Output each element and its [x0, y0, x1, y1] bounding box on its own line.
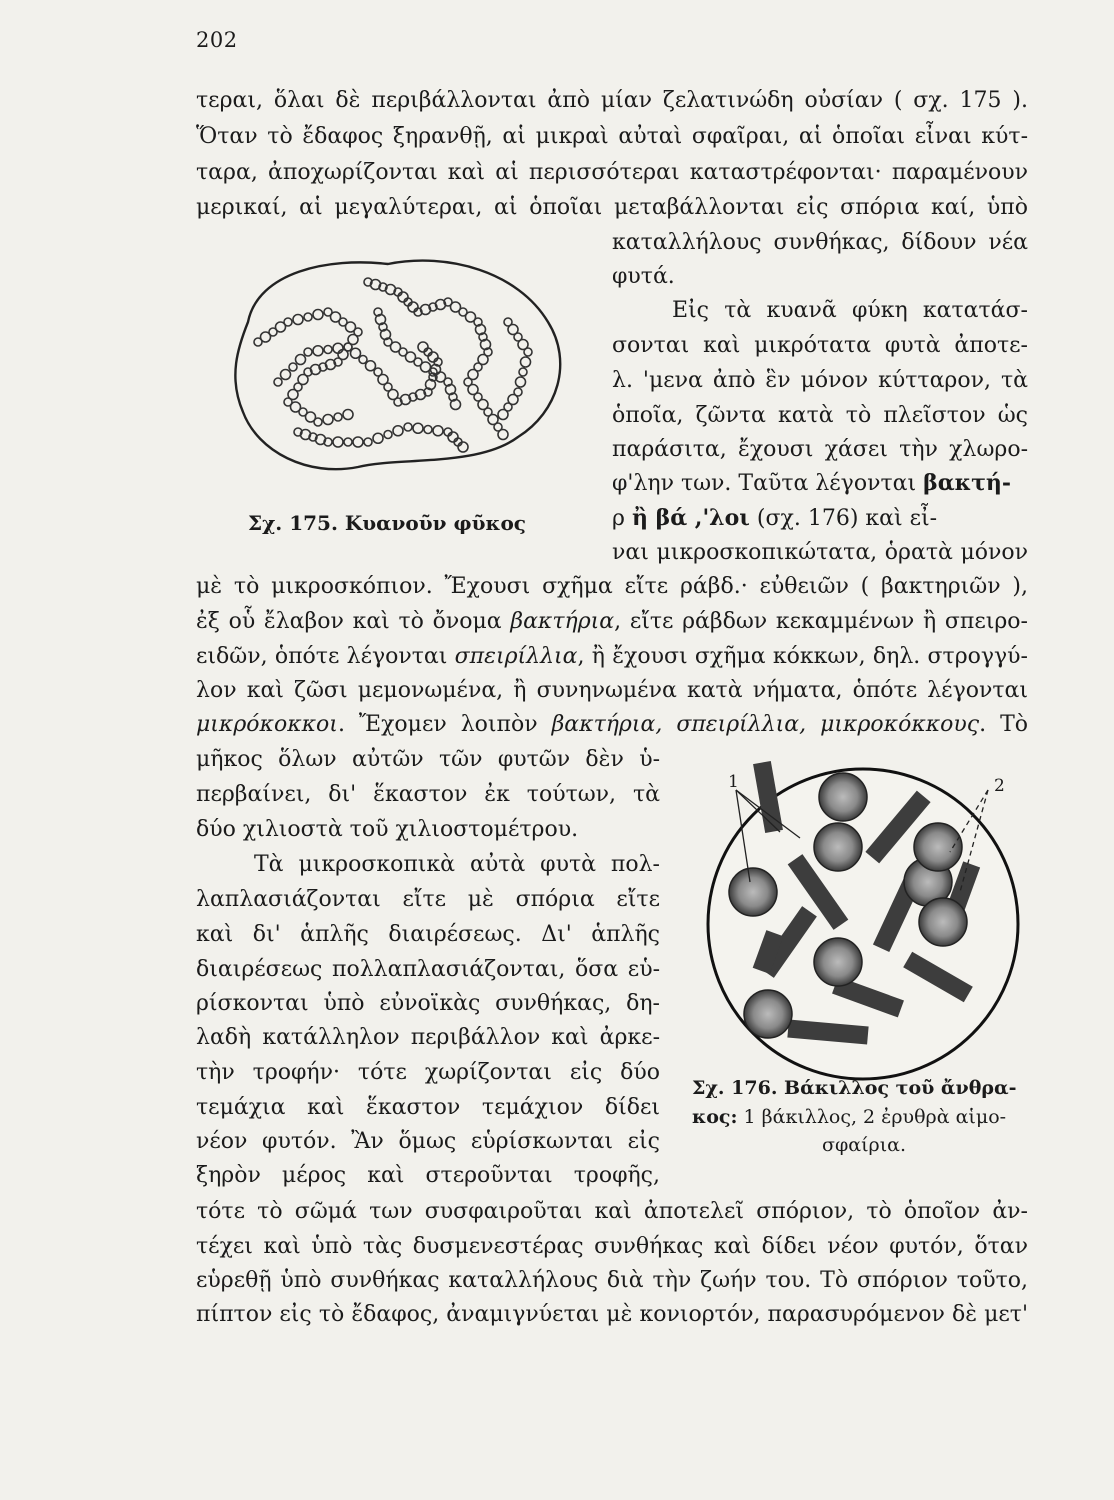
body-line: διαιρέσεως πολλαπλασιάζονται, ὅσα εὑ-	[196, 957, 660, 982]
bead-cell	[304, 348, 312, 356]
bead-cell	[398, 292, 408, 302]
bead-cell	[524, 348, 532, 356]
italic-term: σπειρίλλια	[454, 644, 578, 669]
body-line: τεραι, ὅλαι δὲ περιβάλλονται ἀπὸ μίαν ζελατινώδη οὐσίαν ( σχ. 175 ).	[196, 88, 1028, 113]
body-line: ταρα, ἀποχωρίζονται καὶ αἱ περισσότεραι καταστρέφονται· παραμένουν	[196, 160, 1028, 185]
text-span: ρ	[612, 506, 632, 531]
bead-cell	[313, 346, 323, 356]
body-line: Τὰ μικροσκοπικὰ αὐτὰ φυτὰ πολ-	[254, 852, 660, 877]
figure-175-caption	[248, 510, 526, 536]
red-blood-cell	[919, 898, 967, 946]
bead-cell	[413, 423, 423, 433]
bead-cell	[516, 377, 526, 387]
body-line	[612, 468, 1028, 499]
bead-cell	[433, 426, 443, 436]
text-span: . Ἔχομεν λοιπὸν	[337, 712, 552, 737]
body-line	[196, 710, 1028, 740]
bead-cell	[498, 430, 508, 440]
bead-cell	[458, 442, 468, 452]
body-line: πίπτον εἰς τὸ ἔδαφος, ἀναμιγνύεται μὲ κονιορτόν, παρασυρόμενον δὲ μετ'	[196, 1302, 1028, 1327]
caption-text: 1 βάκιλλος, 2 ἐρυθρὰ αἱμο-	[737, 1106, 1007, 1128]
italic-term: βακτήρια, σπειρίλλια, μικροκόκκους	[551, 712, 980, 737]
body-line: εὑρεθῇ ὑπὸ συνθήκας καταλλήλους διὰ τὴν ζωήν του. Τὸ σπόριον τοῦτο,	[196, 1268, 1028, 1293]
bead-cell	[289, 363, 297, 371]
bead-cell	[344, 438, 352, 446]
body-line	[196, 642, 1028, 672]
body-line: λ. 'μενα ἀπὸ ἓν μόνον κύτταρον, τὰ	[612, 368, 1028, 393]
body-line: καταλλήλους συνθήκας, δίδουν νέα	[612, 230, 1028, 255]
bead-cell	[373, 433, 383, 443]
bead-cell	[296, 355, 306, 365]
bead-cell	[314, 418, 322, 426]
text-span: ειδῶν, ὁπότε λέγονται	[196, 644, 455, 669]
body-line: λαπλασιάζονται εἴτε μὲ σπόρια εἴτε	[196, 887, 660, 912]
text-span: . Τὸ	[979, 712, 1029, 737]
page-number: 202	[196, 28, 238, 52]
bead-cell	[334, 413, 342, 421]
body-line: μῆκος ὅλων αὐτῶν τῶν φυτῶν δὲν ὑ-	[196, 747, 660, 772]
body-line: λον καὶ ζῶσι μεμονωμένα, ἢ συνηνωμένα κατὰ νήματα, ὁπότε λέγονται	[196, 678, 1028, 703]
body-line: τὴν τροφήν· τότε χωρίζονται εἰς δύο	[196, 1060, 660, 1085]
bead-cell	[364, 438, 372, 446]
bead-cell	[384, 431, 392, 439]
caption-text: Σχ. 175. Κυανοῦν φῦκος	[248, 511, 526, 535]
bead-cell	[428, 352, 438, 362]
italic-term: μικρόκοκκοι	[196, 712, 338, 737]
figure-176-caption-line3: σφαίρια.	[822, 1134, 907, 1156]
body-line: φυτά.	[612, 264, 675, 289]
bead-cell	[293, 315, 303, 325]
figure-label-2: 2	[994, 776, 1005, 796]
bead-cell	[324, 346, 332, 354]
figure-176-anthrax-bacillus	[688, 752, 1028, 1082]
bead-cell	[333, 437, 343, 447]
bead-cell	[351, 348, 361, 358]
bead-cell	[424, 426, 432, 434]
body-line: μὲ τὸ μικροσκόπιον. Ἔχουσι σχῆμα εἴτε ράβδ.· εὐθειῶν ( βακτηριῶν ),	[196, 574, 1028, 599]
figure-176-caption-line1	[692, 1075, 1017, 1101]
text-span: (σχ. 176) καὶ εἶ-	[749, 506, 938, 531]
bead-cell	[343, 410, 353, 420]
body-line: τεμάχια καὶ ἕκαστον τεμάχιον δίδει	[196, 1095, 660, 1120]
red-blood-cell	[729, 868, 777, 916]
body-line	[612, 503, 1028, 534]
body-line: ξηρὸν μέρος καὶ στεροῦνται τροφῆς,	[196, 1163, 660, 1188]
bead-cell	[418, 342, 428, 352]
text-span: , εἴτε ράβδων κεκαμμένων ἢ σπειρο-	[614, 609, 1028, 634]
bead-cell	[408, 302, 418, 312]
body-line: ὁποῖα, ζῶντα κατὰ τὸ πλεῖστον ὡς	[612, 403, 1028, 428]
figure-label-1: 1	[728, 772, 739, 792]
bead-cell	[498, 410, 508, 420]
body-line: δύο χιλιοστὰ τοῦ χιλιοστομέτρου.	[196, 817, 579, 842]
body-line: ναι μικροσκοπικώτατα, ὁρατὰ μόνον	[612, 540, 1028, 565]
red-blood-cell	[814, 938, 862, 986]
bead-cell	[353, 437, 363, 447]
body-line: περβαίνει, δι' ἕκαστον ἐκ τούτων, τὰ	[196, 782, 660, 807]
bead-cell	[313, 310, 323, 320]
bead-cell	[274, 378, 282, 386]
body-line	[196, 607, 1028, 637]
bold-term: ἢ βά ,'λοι	[631, 505, 750, 531]
text-span: ἐξ οὗ ἔλαβον καὶ τὸ ὄνομα	[196, 609, 511, 634]
bead-cell	[323, 415, 333, 425]
bead-cell	[448, 432, 458, 442]
body-line: νέον φυτόν. Ἂν ὅμως εὑρίσκωνται εἰς	[196, 1129, 660, 1154]
figure-175-blue-alga	[218, 252, 578, 502]
text-span: φ'λην των. Ταῦτα λέγονται	[612, 471, 924, 496]
bead-cell	[393, 426, 403, 436]
red-blood-cell	[814, 823, 862, 871]
caption-text: Σχ. 176. Βάκιλλος τοῦ ἄνθρα-	[692, 1077, 1017, 1099]
italic-term: βακτήρια	[510, 609, 615, 634]
red-blood-cell	[819, 773, 867, 821]
bead-cell	[366, 361, 376, 371]
bead-cell	[284, 318, 292, 326]
bead-cell	[359, 356, 367, 364]
figure-176-caption-line2	[692, 1104, 1006, 1130]
body-line: μερικαί, αἱ μεγαλύτεραι, αἱ ὁποῖαι μεταβάλλονται εἰς σπόρια καί, ὑπὸ	[196, 195, 1028, 220]
bead-cell	[521, 357, 531, 367]
bead-cell	[519, 368, 527, 376]
bold-term: βακτή-	[923, 470, 1012, 496]
bead-cell	[281, 370, 291, 380]
caption-text: κος:	[692, 1106, 738, 1128]
red-blood-cell	[914, 823, 962, 871]
body-line: σονται καὶ μικρότατα φυτὰ ἀποτε-	[612, 333, 1028, 358]
bead-cell	[344, 343, 352, 351]
red-blood-cell	[744, 990, 792, 1038]
body-line: καὶ δι' ἁπλῆς διαιρέσεως. Δι' ἁπλῆς	[196, 922, 660, 947]
body-line: παράσιτα, ἔχουσι χάσει τὴν χλωρο-	[612, 437, 1028, 462]
body-line: τότε τὸ σῶμά των συσφαιροῦται καὶ ἀποτελεῖ σπόριον, τὸ ὁποῖον ἀν-	[196, 1199, 1028, 1224]
body-line: ρίσκονται ὑπὸ εὐνοϊκὰς συνθήκας, δη-	[196, 991, 660, 1016]
body-line: Ὅταν τὸ ἔδαφος ξηρανθῇ, αἱ μικραὶ αὐταὶ σφαῖραι, αἱ ὁποῖαι εἶναι κύτ-	[196, 124, 1028, 149]
body-line: λαδὴ κατάλληλον περιβάλλον καὶ ἀρκε-	[196, 1025, 660, 1050]
body-line: Εἰς τὰ κυανᾶ φύκη κατατάσ-	[672, 298, 1028, 323]
text-span: , ἢ ἔχουσι σχῆμα κόκκων, δηλ. στρογγύ-	[577, 644, 1028, 669]
bead-cell	[404, 423, 412, 431]
bead-cell	[304, 313, 312, 321]
body-line: τέχει καὶ ὑπὸ τὰς δυσμενεστέρας συνθήκας καὶ δίδει νέον φυτόν, ὅταν	[196, 1234, 1028, 1259]
